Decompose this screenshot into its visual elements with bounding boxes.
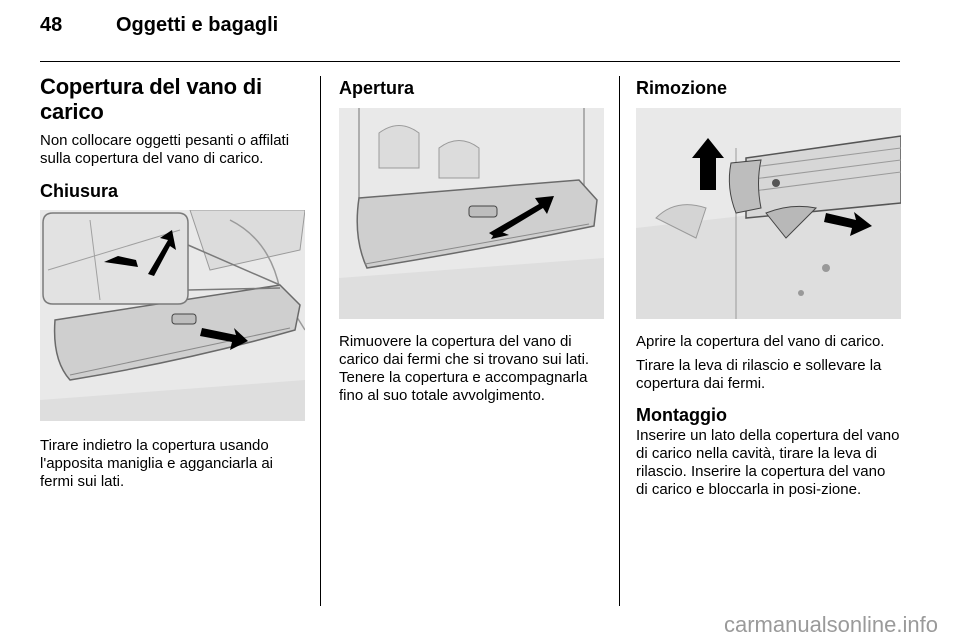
para-montaggio: Inserire un lato della copertura del vano di carico nella cavità, tirare la leva di rilascio. Inserire la copertura del vano di carico e bloccarla in posi-zione. — [636, 427, 900, 498]
subheading-chiusura: Chiusura — [40, 181, 119, 201]
subheading-rimozione: Rimozione — [636, 78, 728, 98]
subheading-montaggio: Montaggio — [636, 405, 727, 425]
page-title: Oggetti e bagagli — [116, 14, 279, 36]
watermark: carmanualsonline.info — [723, 612, 938, 637]
intro-text: Non collocare oggetti pesanti o affilati sulla copertura del vano di carico. — [40, 132, 290, 167]
figure-apertura — [339, 108, 604, 319]
figure-rimozione — [636, 108, 901, 319]
column-divider-1 — [320, 76, 321, 606]
column-divider-2 — [619, 76, 620, 606]
caption-chiusura: Tirare indietro la copertura usando l'apposita maniglia e agganciarla ai fermi sui lati. — [40, 437, 274, 490]
caption-apertura: Rimuovere la copertura del vano di carico dai fermi che si trovano sui lati. Tenere la copertura e accompagnarla fino al suo totale avvolgimento. — [339, 333, 590, 404]
subheading-apertura: Apertura — [339, 78, 415, 98]
header-rule — [40, 61, 900, 62]
para-rimozione-1: Aprire la copertura del vano di carico. — [636, 333, 885, 350]
section-heading: Copertura del vano di carico — [40, 74, 262, 124]
figure-chiusura — [40, 210, 305, 421]
para-rimozione-2: Tirare la leva di rilascio e sollevare la copertura dai fermi. — [636, 357, 882, 392]
page-number: 48 — [40, 14, 63, 36]
